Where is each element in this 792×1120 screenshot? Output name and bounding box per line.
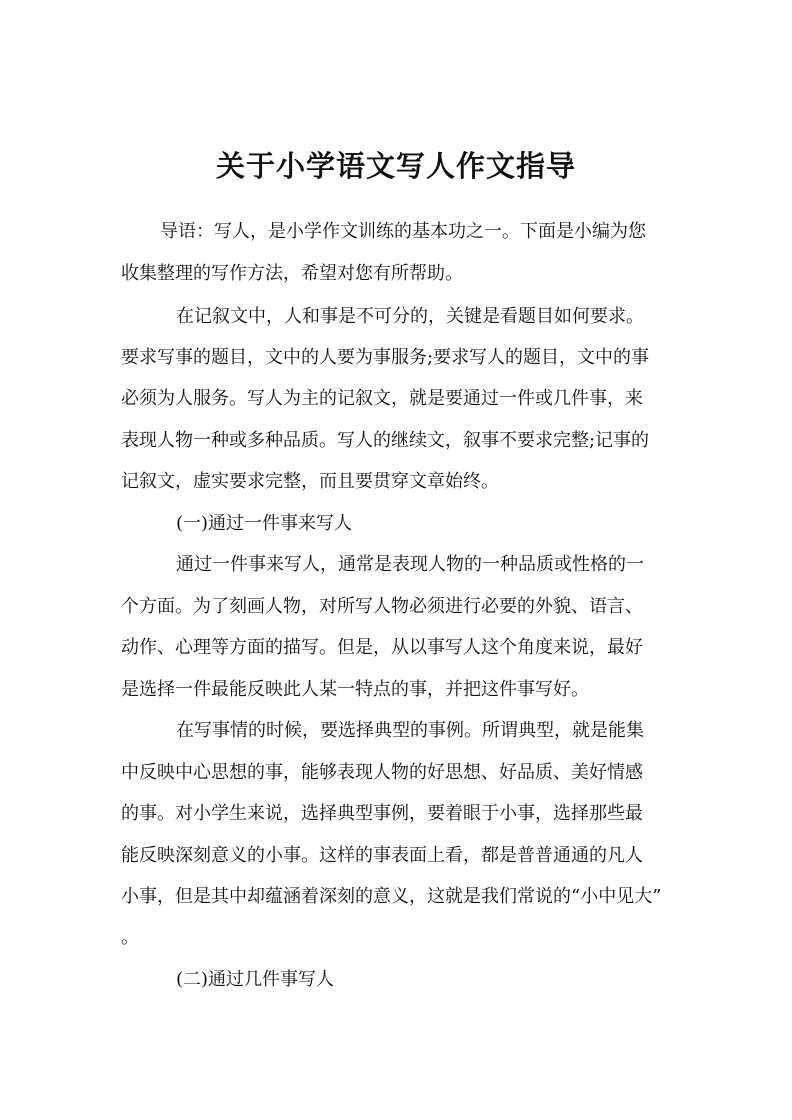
paragraph-line: 必须为人服务。写人为主的记叙文，就是要通过一件或几件事，来 — [121, 388, 643, 409]
paragraph-line: 个方面。为了刻画人物，对所写人物必须进行必要的外貌、语言、 — [121, 596, 643, 617]
paragraph-line: 中反映中心思想的事，能够表现人物的好思想、好品质、美好情感 — [121, 762, 643, 783]
paragraph-line: 是选择一件最能反映此人某一特点的事，并把这件事写好。 — [121, 679, 589, 700]
paragraph-line: 表现人物一种或多种品质。写人的继续文，叙事不要求完整;记事的 — [121, 430, 650, 451]
paragraph-line: 在记叙文中，人和事是不可分的，关键是看题目如何要求。 — [176, 306, 644, 327]
paragraph-line: 导语：写人，是小学作文训练的基本功之一。下面是小编为您 — [160, 221, 646, 242]
paragraph-line: 的事。对小学生来说，选择典型事例，要着眼于小事，选择那些最 — [121, 803, 643, 824]
paragraph-line: 记叙文，虚实要求完整，而且要贯穿文章始终。 — [121, 471, 499, 492]
paragraph-line: 在写事情的时候，要选择典型的事例。所谓典型，就是能集 — [176, 720, 644, 741]
paragraph-line: 要求写事的题目，文中的人要为事服务;要求写人的题目，文中的事 — [121, 347, 650, 368]
paragraph-line: 小事，但是其中却蕴涵着深刻的意义，这就是我们常说的“小中见大” — [121, 886, 662, 907]
paragraph-line: 通过一件事来写人，通常是表现人物的一种品质或性格的一 — [176, 554, 644, 575]
paragraph-line: 。 — [121, 927, 139, 948]
paragraph-line: 收集整理的写作方法，希望对您有所帮助。 — [121, 263, 463, 284]
section-heading: (一)通过一件事来写人 — [176, 513, 353, 534]
paragraph-line: 能反映深刻意义的小事。这样的事表面上看，都是普普通通的凡人 — [121, 845, 643, 866]
section-heading: (二)通过几件事写人 — [176, 969, 335, 990]
paragraph-line: 动作、心理等方面的描写。但是，从以事写人这个角度来说，最好 — [121, 637, 643, 658]
document-title: 关于小学语文写人作文指导 — [215, 149, 576, 183]
